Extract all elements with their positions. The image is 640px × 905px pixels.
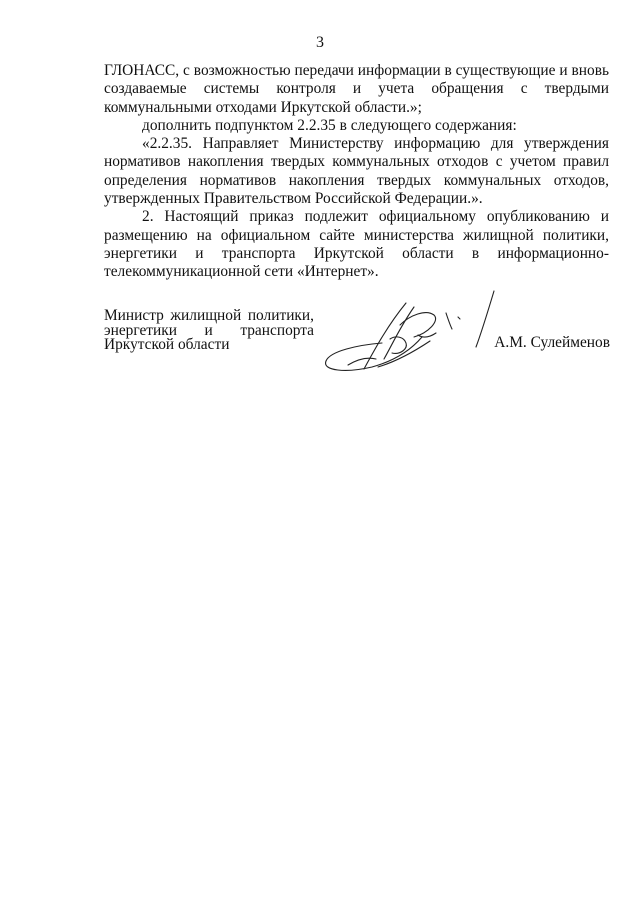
position-line-2: энергетики и транспорта [104,321,314,339]
paragraph-1: ГЛОНАСС, с возможностью передачи информации в существующие и вновь создаваемые системы контроля и учета обращения с твердыми коммунальными отходами Иркутской области.»; [104,62,609,116]
document-body [104,62,609,282]
paragraph-3: «2.2.35. Направляет Министерству информацию для утверждения нормативов накопления твердых коммунальных отходов с учетом правил определения нормативов накопления твердых коммунальных отходов, утвержденных Правительством Российской Федерации.». [104,135,609,208]
paragraph-4: 2. Настоящий приказ подлежит официальному опубликованию и размещению на официальном сайте министерства жилищной политики, энергетики и транспорта Иркутской области в информационно-телекоммуникационной сети «Интернет». [104,208,609,281]
position-line-1: Министр жилищной политики, [104,307,314,324]
signer-name: А.М. Сулейменов [494,334,610,351]
handwritten-signature [318,285,508,380]
position-line-3: Иркутской области [104,336,230,353]
signatory-position [104,309,314,353]
page-number: 3 [316,34,324,51]
paragraph-2: дополнить подпунктом 2.2.35 в следующего содержания: [142,116,517,134]
